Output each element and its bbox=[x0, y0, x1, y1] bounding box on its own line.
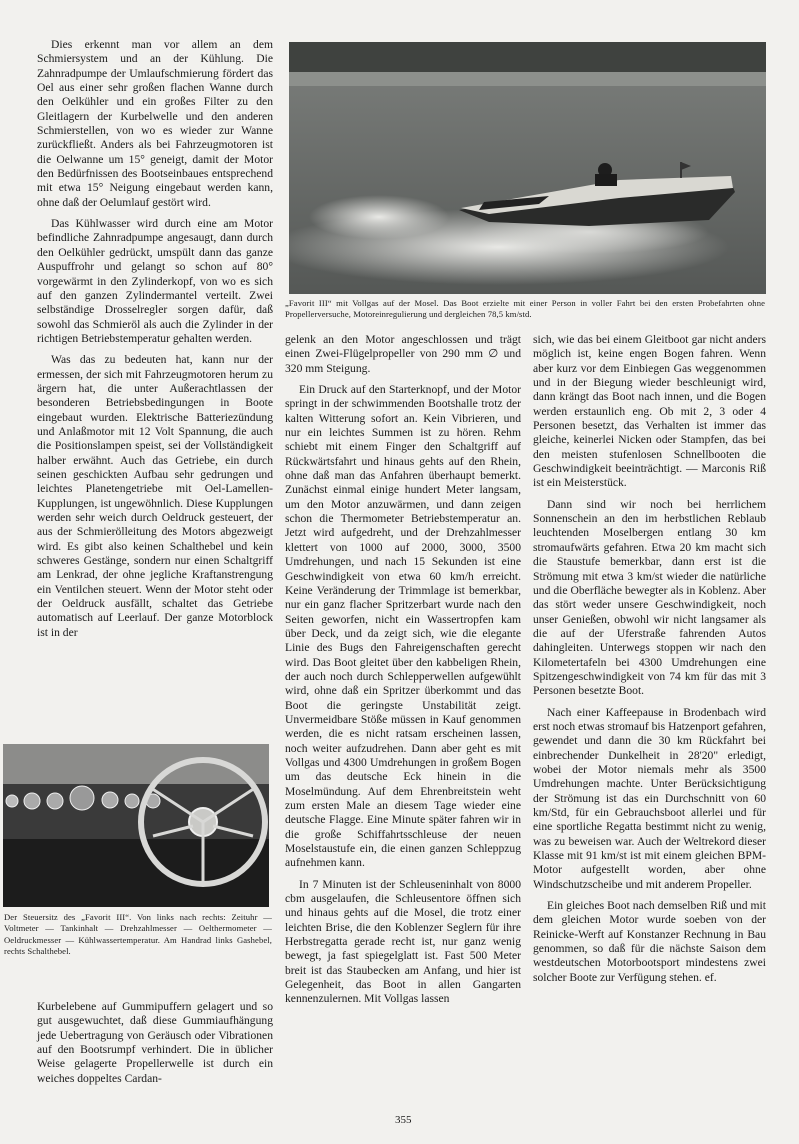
dashboard-photo-image bbox=[3, 744, 269, 907]
paragraph: Kurbelebene auf Gummipuffern gelagert und so gut ausgewuchtet, daß diese Gummiaufhängung jede Uebertragung von Geräusch oder Vibrationen auf den Bootsrumpf verhindert. Die in üblicher Weise gelagerte Propellerwelle ist durch ein weiches doppeltes Cardan- bbox=[37, 1000, 273, 1085]
page-number: 355 bbox=[395, 1114, 412, 1126]
boat-photo bbox=[289, 42, 766, 294]
column-1 bbox=[37, 38, 273, 647]
column-1-continuation bbox=[37, 1000, 273, 1093]
paragraph: Ein gleiches Boot nach demselben Riß und mit dem gleichen Motor wurde soeben von der Reinicke-Werft auf Konstanzer Rechnung in Bau genommen, so daß für die nächste Saison dem westdeutschen Motorbootsport mindestens zwei solcher Boote zur Verfügung stehen. ef. bbox=[533, 899, 766, 984]
paragraph: Ein Druck auf den Starterknopf, und der Motor springt in der schwimmenden Bootshalle trotz der kalten Witterung sofort an. Kein Vibrieren, und nur ein leichtes Summen ist zu hören. Rehm schiebt mit einem Finger den Schaltgriff auf Rückwärtsfahrt und hinaus gehts auf den Rhein, ohne daß man das Anfahren überhaupt bemerkt. Zunächst einmal einige hundert Meter langsam, um den Motor anzuwärmen, und dann zeigen schon die Thermometer Betriebstemperatur an. Jetzt wird aufgedreht, und der Drehzahlmesser klettert von 1000 auf 2000, 3000, 3500 Umdrehungen, und nach 15 Sekunden ist eine Geschwindigkeit von etwa 60 km/h erreicht. Keine Veränderung der Trimmlage ist bemerkbar, nur ein ganz flacher Spritzerbart wurde nach den Seiten geworfen, nicht ein Wassertropfen kam über Deck, und da zeigt sich, wie die elegante Linie des Bugs den Fahreigenschaften gerecht wird. Das Boot gleitet über den kabbeligen Rhein, der auch noch durch Schlepperwellen aufgewühlt wird, ohne daß ein Spritzer überkommt und das Boot die geringste Unstabilität zeigt. Unvermeidbare Stöße müssen in Kauf genommen werden, die es nicht ratsam erscheinen lassen, noch weiter aufzudrehen. Dann aber geht es mit Vollgas und 4300 Umdrehungen in großem Bogen um das deutsche Eck hinein in die Moselmündung. Auf dem Ehrenbreitstein weht zum ersten Male an diesem Tage wieder eine deutsche Flagge. Eine Minute später fahren wir in die große Schiffahrtsschleuse der neuen Moselstaustufe ein, die einen ganzen Schleppzug aufnehmen kann. bbox=[285, 383, 521, 870]
paragraph: Dies erkennt man vor allem an dem Schmiersystem und an der Kühlung. Die Zahnradpumpe der Umlaufschmierung fördert das Oel aus einer sehr großen flachen Wanne durch den Oelkühler und ein großes Filter zu den Gleitlagern der Kurbelwelle und den anderen Schmierstellen, von wo es wieder zur Wanne zurückfließt. Anders als bei Fahrzeugmotoren ist die Oelwanne um 15° geneigt, damit der Motor den Bedürfnissen des Bootseinbaues entsprechend mit etwa 15° Neigung eingebaut werden kann, ohne daß der Oelumlauf gestört wird. bbox=[37, 38, 273, 209]
paragraph: Das Kühlwasser wird durch eine am Motor befindliche Zahnradpumpe angesaugt, dann durch den Oelkühler gedrückt, umspült dann das ganze Auspuffrohr und gelangt so schon auf 80° vorgewärmt in den Zylinderkopf, von wo es sich auf den ganzen Zylindermantel verteilt. Zwei selbständige Drosselregler sorgen dafür, daß sowohl das Schmieröl als auch die Zylinder in der richtigen Betriebstemperatur gehalten werden. bbox=[37, 217, 273, 345]
paragraph: gelenk an den Motor angeschlossen und trägt einen Zwei-Flügelpropeller von 290 mm ∅ und 320 mm Steigung. bbox=[285, 333, 521, 375]
column-3 bbox=[533, 333, 766, 992]
boat-photo-image bbox=[289, 42, 766, 294]
paragraph: sich, wie das bei einem Gleitboot gar nicht anders möglich ist, keine engen Bogen fahren. Wenn aber kurz vor dem Einbiegen Gas weggenommen und in der Biegung wieder beschleunigt wird, dann krängt das Boot nach innen, und die Bogen werden erstaunlich eng. Ob mit 2, 3 oder 4 Personen besetzt, das Verhalten ist immer das gleiche, keinerlei Nicken oder Stampfen, das bei den meisten stufenlosen Schnellbooten die Geschwindigkeit beeinträchtigt. — Marconis Riß ist ein Meisterstück. bbox=[533, 333, 766, 490]
paragraph: Was das zu bedeuten hat, kann nur der ermessen, der sich mit Fahrzeugmotoren herum zu ärgern hat, die unter Außerachtlassen der besonderen Betriebsbedingungen in Boote eingebaut wurden. Elektrische Batteriezündung und Anlaßmotor mit 12 Volt Spannung, die auch die Positionslampen speist, sei der Vollständigkeit halber erwähnt. Auch das Getriebe, ein durch seinen geschickten Aufbau sehr gedrungen und leichtes Planetengetriebe mit Oel-Lamellen-Kupplungen, ist ungewöhnlich. Diese Kupplungen werden sehr weich durch Oeldruck gesteuert, der aus der Schmierölleitung des Motors abgezweigt wird. Es gibt also keinen Schalthebel und kein schweres Gestänge, sondern nur einen Schaltgriff am Lenkrad, der ohne jegliche Kraftanstrengung ein Ventilchen steuert. Wenn der Motor steht oder der Oeldruck ausfällt, schaltet das Getriebe automatisch auf Leerlauf. Der ganze Motorblock ist in der bbox=[37, 353, 273, 639]
paragraph: Dann sind wir noch bei herrlichem Sonnenschein an den im herbstlichen Reblaub leuchtenden Moselbergen entlang 30 km stromaufwärts gefahren. Etwa 20 km macht sich die Staustufe bemerkbar, dann erst ist die Strömung mit etwa 3 km/st wieder die natürliche und die Oberfläche bewegter als in Koblenz. Aber das stört weder unsere Geschwindigkeit, noch unser Genießen, obwohl wir nicht langsamer als die auf der Uferstraße fahrenden Autos dahingleiten. Unterwegs stoppen wir nach den Kilometertafeln bei 4300 Umdrehungen eine Spitzengeschwindigkeit von 74 km für das mit 3 Personen besetzte Boot. bbox=[533, 497, 766, 698]
dashboard-photo bbox=[3, 744, 269, 907]
boat-photo-caption: „Favorit III“ mit Vollgas auf der Mosel. Das Boot erzielte mit einer Person in voller Fahrt bei den ersten Probefahrten ohne Propellerversuche, Motoreinregulierung und dergleichen 78,5 km/std. bbox=[285, 298, 765, 320]
column-2 bbox=[285, 333, 521, 1014]
paragraph: In 7 Minuten ist der Schleuseninhalt von 8000 cbm ausgelaufen, die Schleusentore öffnen sich und hinaus gehts auf die Mosel, die trotz einer leichten Brise, die den Koblenzer Seglern für ihre Herbstregatta gerade recht ist, nur ganz wenig bewegt, ja fast spiegelglatt ist. Fast 500 Meter breit ist das Staubecken am Anfang, und hier ist Gelegenheit, das Boot in allen Gangarten kennenzulernen. Mit Vollgas lassen bbox=[285, 877, 521, 1006]
dashboard-photo-caption: Der Steuersitz des „Favorit III“. Von links nach rechts: Zeituhr — Voltmeter — Tankinhalt — Drehzahlmesser — Oelthermometer — Oeldruckmesser — Kühlwassertemperatur. Am Handrad links Gashebel, rechts Schalthebel. bbox=[4, 912, 272, 957]
paragraph: Nach einer Kaffeepause in Brodenbach wird erst noch etwas stromauf bis Hatzenport gefahren, gewendet und dann die 30 km Rückfahrt bei einbrechender Dunkelheit in 28'20" erledigt, wobei der Motor niemals mehr als 3500 Umdrehungen machte. Unter Berücksichtigung der Strömung ist das ein Durchschnitt von 60 km/Std, für ein Gebrauchsboot allerlei und für eine sportliche Regatta bestimmt nicht zu wenig, was zu beweisen war. Auch der Weltrekord dieser Klasse mit 91 km/st ist mit einem gleichen BPM-Motor aufgestellt worden, aber ohne Windschutzscheibe und mit anderem Propeller. bbox=[533, 705, 766, 891]
